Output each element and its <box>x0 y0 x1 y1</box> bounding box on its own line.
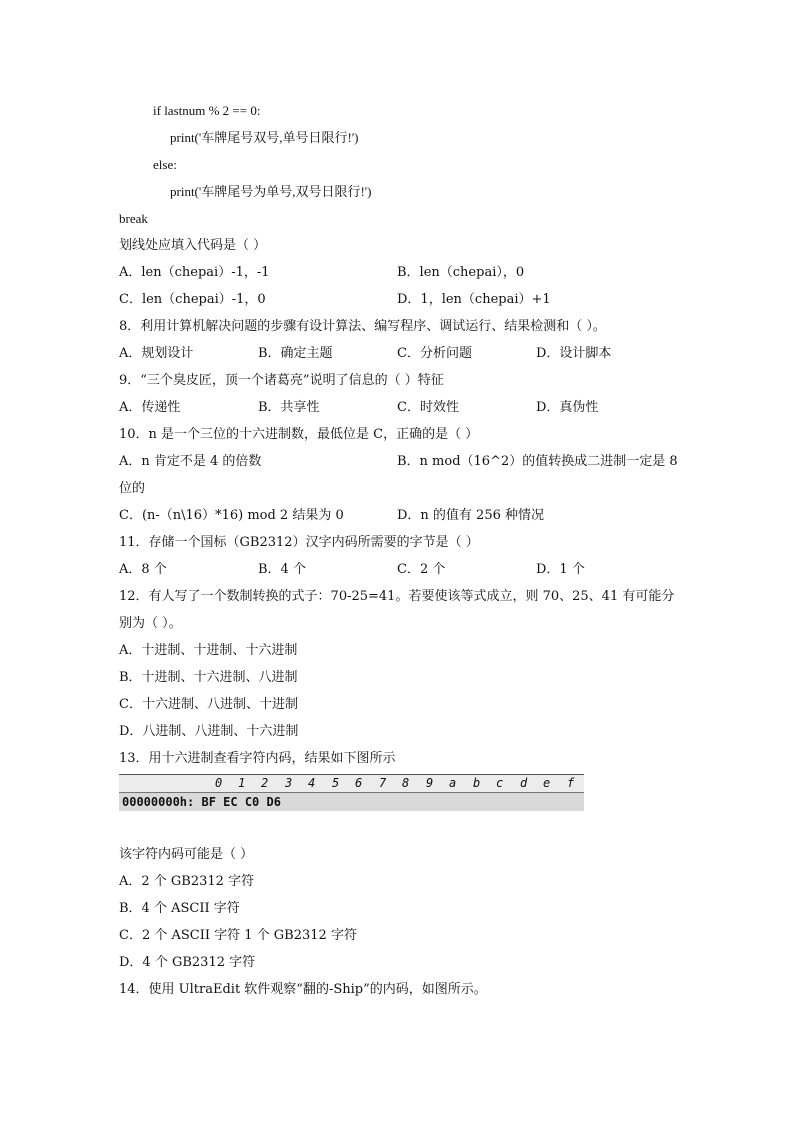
q11-stem: 11．存储一个国标（GB2312）汉字内码所需要的字节是（ ） <box>119 535 479 550</box>
q10-option-d: D．n 的值有 256 种情况 <box>397 508 545 523</box>
code-if-line: if lastnum % 2 == 0: <box>153 103 261 118</box>
q8-option-d: D．设计脚本 <box>536 346 612 361</box>
hex-col-0: 0 <box>215 776 223 790</box>
q12-stem: 12．有人写了一个数制转换的式子：70-25=41。若要使该等式成立，则 70、25、41 有可能分别为（ ）。 <box>119 589 675 631</box>
hex-col-d: d <box>520 776 528 790</box>
q11-option-c: C．2 个 <box>397 562 446 577</box>
q10-stem: 10．n 是一个三位的十六进制数，最低位是 C，正确的是（ ） <box>119 427 479 442</box>
hex-data-row: 00000000h: BF EC C0 D6 <box>122 795 281 809</box>
hex-col-9: 9 <box>426 776 434 790</box>
q13-option-a: A．2 个 GB2312 字符 <box>119 874 255 889</box>
q11-option-b: B．4 个 <box>258 562 306 577</box>
hex-viewer <box>119 774 584 811</box>
q9-option-c: C．时效性 <box>397 400 459 415</box>
code-print-odd: print('车牌尾号为单号,双号日限行!') <box>170 184 372 199</box>
q7-option-b: B．len（chepai），0 <box>397 265 525 280</box>
q7-option-d: D．1，len（chepai）+1 <box>397 292 551 307</box>
hex-column-header <box>119 775 584 793</box>
q10-option-b-continued: 位的 <box>119 481 146 496</box>
q14-stem: 14．使用 UltraEdit 软件观察“翻的-Ship”的内码，如图所示。 <box>119 982 487 997</box>
q13-prompt: 该字符内码可能是（ ） <box>119 847 254 862</box>
hex-col-7: 7 <box>379 776 387 790</box>
hex-col-3: 3 <box>285 776 293 790</box>
q9-option-d: D．真伪性 <box>536 400 599 415</box>
hex-col-c: c <box>496 776 504 790</box>
code-break-line: break <box>119 211 148 226</box>
q8-stem: 8．利用计算机解决问题的步骤有设计算法、编写程序、调试运行、结果检测和（ ）。 <box>119 319 606 334</box>
q7-option-a: A．len（chepai）-1，-1 <box>119 265 270 280</box>
q13-option-c: C．2 个 ASCII 字符 1 个 GB2312 字符 <box>119 928 357 943</box>
q10-option-c: C．(n-（n\16）*16) mod 2 结果为 0 <box>119 508 344 523</box>
q13-option-d: D．4 个 GB2312 字符 <box>119 955 256 970</box>
hex-col-e: e <box>543 776 551 790</box>
q8-option-b: B．确定主题 <box>258 346 333 361</box>
q10-option-a: A．n 肯定不是 4 的倍数 <box>119 454 262 469</box>
code-else-line: else: <box>153 157 177 172</box>
q7-prompt: 划线处应填入代码是（ ） <box>119 238 267 253</box>
q13-stem: 13．用十六进制查看字符内码，结果如下图所示 <box>119 751 396 766</box>
hex-col-6: 6 <box>355 776 363 790</box>
hex-col-8: 8 <box>402 776 410 790</box>
hex-col-2: 2 <box>261 776 269 790</box>
q8-option-a: A．规划设计 <box>119 346 194 361</box>
hex-col-f: f <box>567 776 575 790</box>
q9-option-b: B．共享性 <box>258 400 320 415</box>
q12-option-c: C．十六进制、八进制、十进制 <box>119 697 298 712</box>
q10-option-b: B．n mod（16^2）的值转换成二进制一定是 8 <box>397 454 678 469</box>
q7-option-c: C．len（chepai）-1，0 <box>119 292 266 307</box>
q12-option-b: B．十进制、十六进制、八进制 <box>119 670 298 685</box>
q13-option-b: B．4 个 ASCII 字符 <box>119 901 240 916</box>
q11-option-d: D．1 个 <box>536 562 585 577</box>
hex-col-4: 4 <box>308 776 316 790</box>
q11-option-a: A．8 个 <box>119 562 167 577</box>
hex-col-a: a <box>449 776 457 790</box>
hex-col-b: b <box>473 776 481 790</box>
q8-option-c: C．分析问题 <box>397 346 472 361</box>
code-print-even: print('车牌尾号双号,单号日限行!') <box>170 130 359 145</box>
hex-col-1: 1 <box>238 776 246 790</box>
q9-stem: 9．“三个臭皮匠，顶一个诸葛亮”说明了信息的（ ）特征 <box>119 373 444 388</box>
q9-option-a: A．传递性 <box>119 400 181 415</box>
hex-col-5: 5 <box>332 776 340 790</box>
q12-option-d: D．八进制、八进制、十六进制 <box>119 724 299 739</box>
q12-option-a: A．十进制、十进制、十六进制 <box>119 643 298 658</box>
